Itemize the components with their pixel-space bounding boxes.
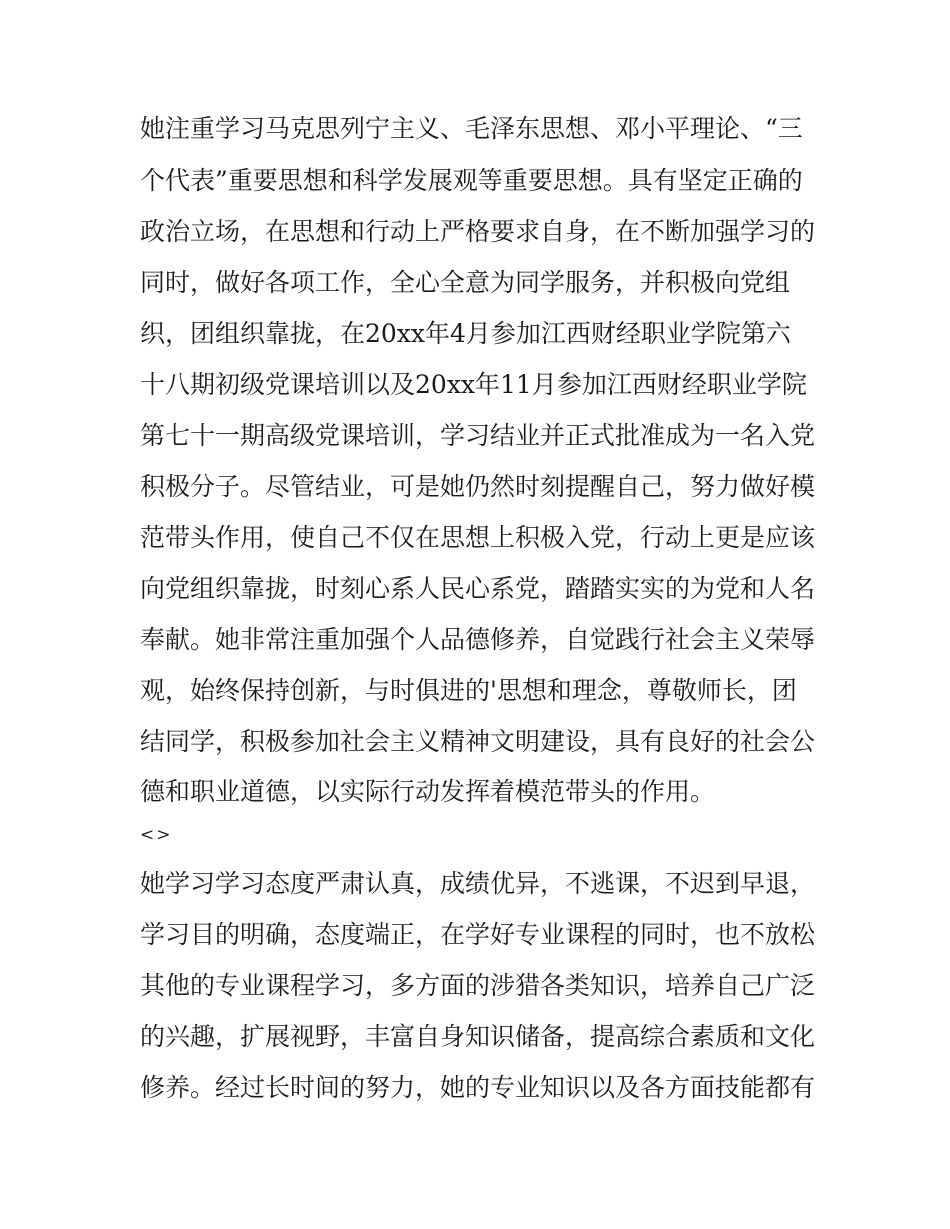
paragraph-1-line-4: 同时，做好各项工作，全心全意为同学服务，并积极向党组: [140, 268, 791, 297]
paragraph-1-line-3: 政治立场，在思想和行动上严格要求自身，在不断加强学习的: [140, 217, 816, 246]
paragraph-2-line-1: 她学习学习态度严肃认真，成绩优异，不逃课，不迟到早退，: [140, 869, 816, 898]
separator-marker: <>: [140, 825, 173, 845]
paragraph-1-line-14: 德和职业道德，以实际行动发挥着模范带头的作用。: [140, 777, 716, 806]
paragraph-1-line-5: 织，团组织靠拢，在20xx年4月参加江西财经职业学院第六: [140, 319, 791, 348]
paragraph-1-line-11: 奉献。她非常注重加强个人品德修养，自觉践行社会主义荣辱: [140, 625, 816, 654]
paragraph-2-line-4: 的兴趣，扩展视野，丰富自身知识储备，提高综合素质和文化: [140, 1022, 816, 1051]
paragraph-1-line-8: 积极分子。尽管结业，可是她仍然时刻提醒自己，努力做好模: [140, 472, 816, 501]
paragraph-1-line-9: 范带头作用，使自己不仅在思想上积极入党，行动上更是应该: [140, 523, 816, 552]
paragraph-2-line-2: 学习目的明确，态度端正，在学好专业课程的同时，也不放松: [140, 920, 816, 949]
paragraph-1-line-6: 十八期初级党课培训以及20xx年11月参加江西财经职业学院: [140, 370, 807, 399]
paragraph-1-line-10: 向党组织靠拢，时刻心系人民心系党，踏踏实实的为党和人名: [140, 574, 816, 603]
paragraph-1-line-13: 结同学，积极参加社会主义精神文明建设，具有良好的社会公: [140, 727, 816, 756]
paragraph-1-line-2: 个代表”重要思想和科学发展观等重要思想。具有坚定正确的: [140, 166, 803, 195]
paragraph-1-line-7: 第七十一期高级党课培训，学习结业并正式批准成为一名入党: [140, 421, 816, 450]
paragraph-1-line-1: 她注重学习马克思列宁主义、毛泽东思想、邓小平理论、“三: [140, 114, 803, 143]
paragraph-2-line-5: 修养。经过长时间的努力，她的专业知识以及各方面技能都有: [140, 1073, 816, 1102]
paragraph-2-line-3: 其他的专业课程学习，多方面的涉猎各类知识，培养自己广泛: [140, 971, 816, 1000]
paragraph-1-line-12: 观，始终保持创新，与时俱进的'思想和理念，尊敬师长，团: [140, 676, 797, 705]
